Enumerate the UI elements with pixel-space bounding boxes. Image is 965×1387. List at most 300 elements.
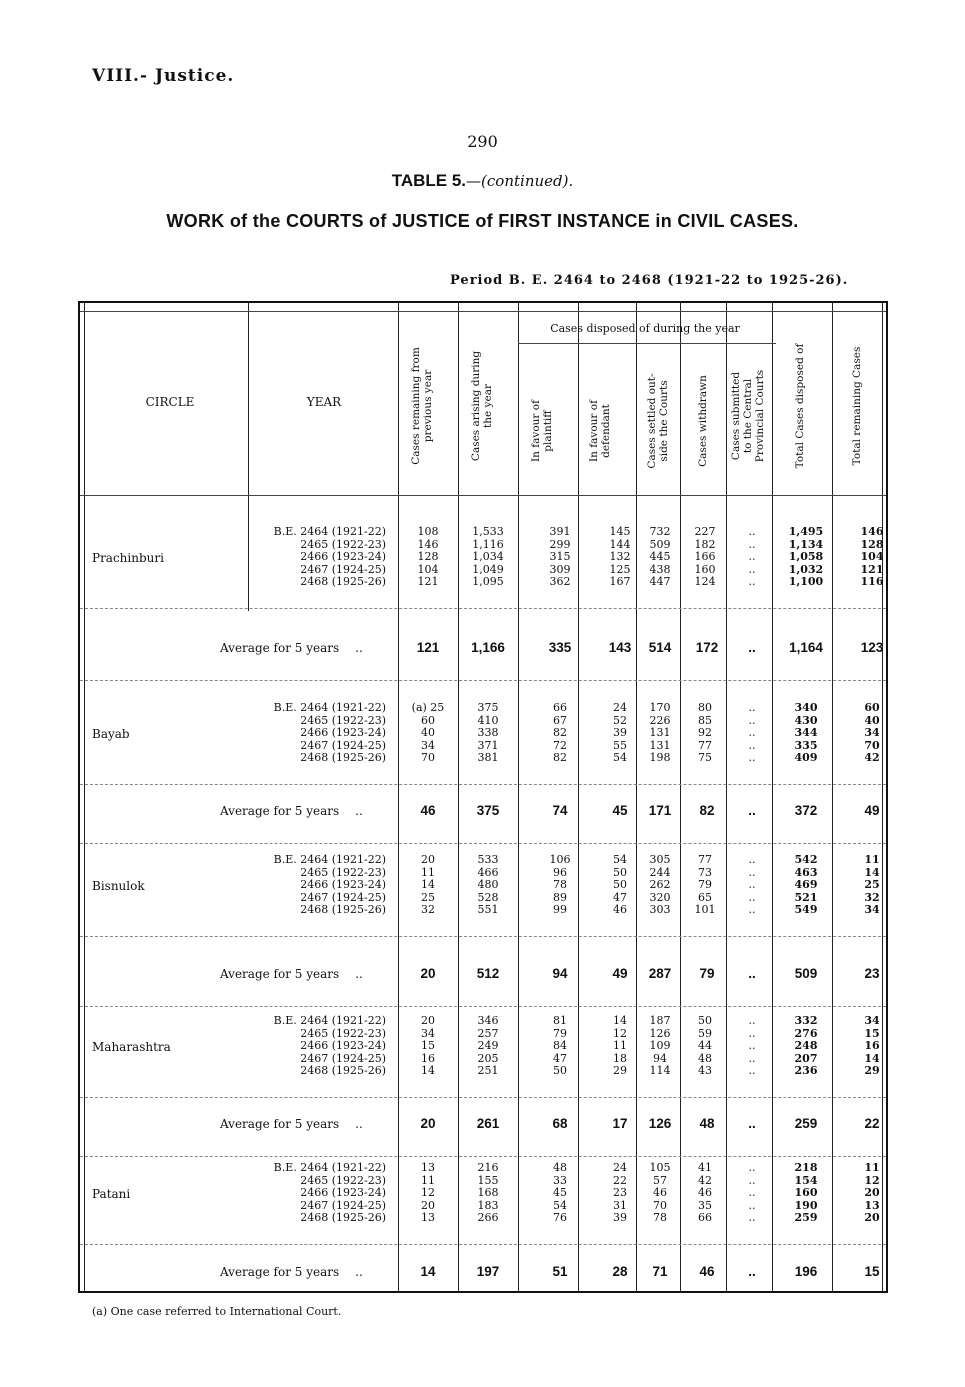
cell-settled: 438 <box>649 562 671 576</box>
circle-name: Bisnulok <box>92 879 145 893</box>
cell-total-remaining: 32 <box>864 890 880 904</box>
cell-withdrawn: 85 <box>698 713 712 727</box>
average-label <box>220 1265 363 1279</box>
cell-arising: 183 <box>477 1198 499 1212</box>
block-rule <box>80 608 886 609</box>
header-disposed-group: Cases disposed of during the year <box>550 322 740 335</box>
block-rule <box>80 680 886 681</box>
cell-withdrawn: 66 <box>698 1211 712 1224</box>
cell-remaining: 20 <box>421 1198 435 1212</box>
average-cell: 375 <box>476 803 500 818</box>
cell-total-remaining: 29 <box>864 1064 880 1077</box>
cell-remaining: 32 <box>421 903 435 916</box>
col-divider <box>518 303 519 1291</box>
average-label-dots: .. <box>355 804 363 818</box>
cell-settled: 262 <box>649 878 671 891</box>
cell-total-remaining: 20 <box>864 1211 880 1224</box>
header-line: Cases remaining from <box>410 347 422 465</box>
cell-defendant: 24 <box>613 701 627 714</box>
average-label <box>220 804 363 818</box>
year-cell: 2466 (1923-24) <box>300 878 386 891</box>
cell-withdrawn: 75 <box>698 751 712 764</box>
average-cell: 68 <box>552 1116 568 1131</box>
cell-total-disposed: 463 <box>794 865 818 879</box>
average-cell: 28 <box>612 1264 628 1279</box>
header-line: previous year <box>422 369 434 443</box>
header-settled <box>646 361 670 481</box>
cell-plaintiff: 106 <box>549 853 571 866</box>
header-line: In favour of <box>530 400 542 462</box>
cell-arising: 528 <box>477 890 499 904</box>
cell-total-disposed: 542 <box>794 853 818 866</box>
cell-plaintiff: 362 <box>549 575 571 588</box>
cell-plaintiff: 82 <box>553 726 567 739</box>
average-label <box>220 1117 363 1131</box>
average-cell: 49 <box>864 803 880 818</box>
cell-total-remaining: 13 <box>864 1198 880 1212</box>
cell-defendant: 39 <box>613 726 627 739</box>
cell-withdrawn: 124 <box>694 575 716 588</box>
table-title <box>0 171 965 191</box>
cell-total-disposed: 521 <box>794 890 818 904</box>
cell-remaining: 104 <box>417 562 439 576</box>
cell-plaintiff: 89 <box>553 890 567 904</box>
cell-settled: 70 <box>653 1198 667 1212</box>
cell-withdrawn: 92 <box>698 726 712 739</box>
cell-total-disposed: 259 <box>794 1211 818 1224</box>
year-cell: 2466 (1923-24) <box>300 726 386 739</box>
cell-settled: 114 <box>649 1064 671 1077</box>
header-line: Cases withdrawn <box>697 375 709 467</box>
year-cell: 2467 (1924-25) <box>300 1198 386 1212</box>
average-label-text: Average for 5 years <box>220 967 340 981</box>
header-line: side the Courts <box>658 380 670 462</box>
cell-arising: 375 <box>477 701 499 714</box>
cell-submitted: .. <box>748 550 756 563</box>
average-cell: 335 <box>548 640 572 655</box>
header-circle: CIRCLE <box>145 395 195 409</box>
header-total-remaining <box>851 331 863 481</box>
average-cell: 48 <box>699 1116 715 1131</box>
cell-plaintiff: 45 <box>553 1186 567 1199</box>
cell-total-disposed: 1,495 <box>788 525 824 538</box>
cell-arising: 346 <box>477 1014 499 1027</box>
year-cell: 2468 (1925-26) <box>300 1064 386 1077</box>
cell-defendant: 145 <box>609 525 631 538</box>
header-bottom-rule <box>80 495 886 496</box>
cell-total-disposed: 218 <box>794 1161 818 1174</box>
cell-remaining: 16 <box>421 1051 435 1065</box>
year-cell: 2465 (1922-23) <box>300 865 386 879</box>
cell-settled: 447 <box>649 575 671 588</box>
cell-total-remaining: 11 <box>864 1161 880 1174</box>
cell-plaintiff: 82 <box>553 751 567 764</box>
cell-plaintiff: 391 <box>549 525 571 538</box>
year-cell: 2465 (1922-23) <box>300 1173 386 1187</box>
average-cell: 82 <box>699 803 715 818</box>
cell-arising: 533 <box>477 853 499 866</box>
cell-remaining: 14 <box>421 1064 435 1077</box>
cell-plaintiff: 99 <box>553 903 567 916</box>
cell-total-disposed: 1,134 <box>788 537 824 551</box>
col-divider <box>832 303 833 1291</box>
cell-remaining: 128 <box>417 550 439 563</box>
cell-withdrawn: 101 <box>694 903 716 916</box>
cell-total-remaining: 14 <box>864 865 880 879</box>
average-cell: 171 <box>648 803 672 818</box>
cell-total-remaining: 42 <box>864 751 880 764</box>
header-defendant <box>588 381 612 481</box>
cell-arising: 1,049 <box>472 562 504 576</box>
cell-plaintiff: 48 <box>553 1161 567 1174</box>
block-rule <box>80 936 886 937</box>
cell-plaintiff: 84 <box>553 1039 567 1052</box>
cell-total-remaining: 121 <box>860 562 884 576</box>
cell-defendant: 54 <box>613 853 627 866</box>
cell-withdrawn: 166 <box>694 550 716 563</box>
cell-withdrawn: 43 <box>698 1064 712 1077</box>
header-line: Cases settled out- <box>646 373 658 469</box>
average-cell: 71 <box>652 1264 668 1279</box>
cell-total-disposed: 190 <box>794 1198 818 1212</box>
cell-total-disposed: 236 <box>794 1064 818 1077</box>
average-cell: 261 <box>476 1116 500 1131</box>
cell-plaintiff: 299 <box>549 537 571 551</box>
cell-defendant: 23 <box>613 1186 627 1199</box>
cell-withdrawn: 46 <box>698 1186 712 1199</box>
cell-settled: 732 <box>649 525 671 538</box>
cell-settled: 320 <box>649 890 671 904</box>
cell-plaintiff: 96 <box>553 865 567 879</box>
circle-name: Maharashtra <box>92 1040 171 1054</box>
cell-defendant: 39 <box>613 1211 627 1224</box>
cell-total-disposed: 1,100 <box>788 575 824 588</box>
average-cell: 45 <box>612 803 628 818</box>
cell-settled: 105 <box>649 1161 671 1174</box>
year-cell: 2466 (1923-24) <box>300 1039 386 1052</box>
cell-defendant: 125 <box>609 562 631 576</box>
cell-settled: 305 <box>649 853 671 866</box>
cell-remaining: 108 <box>417 525 439 538</box>
cell-arising: 480 <box>477 878 499 891</box>
average-cell: 51 <box>552 1264 568 1279</box>
header-total-disposed <box>794 331 806 481</box>
header-line: Provincial Courts <box>754 369 766 463</box>
cell-arising: 168 <box>477 1186 499 1199</box>
cell-settled: 46 <box>653 1186 667 1199</box>
year-cell: 2468 (1925-26) <box>300 575 386 588</box>
cell-plaintiff: 66 <box>553 701 567 714</box>
cell-arising: 1,034 <box>472 550 504 563</box>
cell-total-disposed: 549 <box>794 903 818 916</box>
average-cell: 22 <box>864 1116 880 1131</box>
cell-submitted: .. <box>748 865 756 879</box>
cell-total-remaining: 40 <box>864 713 880 727</box>
cell-total-remaining: 70 <box>864 738 880 752</box>
cell-total-remaining: 25 <box>864 878 880 891</box>
average-cell: 172 <box>695 640 719 655</box>
header-line: Cases arising during <box>470 350 482 462</box>
cell-defendant: 11 <box>613 1039 627 1052</box>
block-rule <box>80 784 886 785</box>
cell-defendant: 46 <box>613 903 627 916</box>
cell-withdrawn: 73 <box>698 865 712 879</box>
header-submitted <box>730 351 766 481</box>
cell-arising: 1,095 <box>472 575 504 588</box>
cell-submitted: .. <box>748 1186 756 1199</box>
cell-defendant: 29 <box>613 1064 627 1077</box>
cell-defendant: 54 <box>613 751 627 764</box>
cell-remaining: 25 <box>421 890 435 904</box>
year-cell: 2468 (1925-26) <box>300 903 386 916</box>
year-cell: B.E. 2464 (1921-22) <box>273 1014 386 1027</box>
average-cell: 46 <box>420 803 436 818</box>
cell-arising: 1,116 <box>472 537 504 551</box>
col-divider <box>772 303 773 1291</box>
average-cell: 94 <box>552 966 568 981</box>
col-divider <box>726 303 727 1291</box>
frame-inner-line <box>84 303 85 1291</box>
cell-remaining: 11 <box>421 865 435 879</box>
cell-arising: 1,533 <box>472 525 504 538</box>
header-withdrawn <box>697 361 709 481</box>
col-divider <box>636 303 637 1291</box>
cell-defendant: 144 <box>609 537 631 551</box>
year-cell: 2466 (1923-24) <box>300 1186 386 1199</box>
cell-total-remaining: 34 <box>864 1014 880 1027</box>
header-line: defendant <box>600 404 612 458</box>
cell-withdrawn: 79 <box>698 878 712 891</box>
block-rule <box>80 1006 886 1007</box>
cell-plaintiff: 76 <box>553 1211 567 1224</box>
cell-remaining: 20 <box>421 853 435 866</box>
cell-submitted: .. <box>748 1161 756 1174</box>
average-cell: 143 <box>608 640 632 655</box>
cell-defendant: 132 <box>609 550 631 563</box>
cell-submitted: .. <box>748 1026 756 1040</box>
col-divider <box>578 303 579 1291</box>
year-cell: B.E. 2464 (1921-22) <box>273 853 386 866</box>
cell-settled: 57 <box>653 1173 667 1187</box>
circle-name: Patani <box>92 1187 131 1201</box>
year-cell: B.E. 2464 (1921-22) <box>273 701 386 714</box>
average-cell: 14 <box>420 1264 436 1279</box>
block-rule <box>80 1244 886 1245</box>
year-cell: 2467 (1924-25) <box>300 562 386 576</box>
cell-total-disposed: 335 <box>794 738 818 752</box>
cell-withdrawn: 77 <box>698 738 712 752</box>
year-cell: 2465 (1922-23) <box>300 1026 386 1040</box>
block-rule <box>80 1097 886 1098</box>
cell-remaining: 13 <box>421 1161 435 1174</box>
cell-defendant: 24 <box>613 1161 627 1174</box>
cell-remaining: 11 <box>421 1173 435 1187</box>
cell-withdrawn: 77 <box>698 853 712 866</box>
cell-settled: 509 <box>649 537 671 551</box>
cell-plaintiff: 50 <box>553 1064 567 1077</box>
cell-total-disposed: 340 <box>794 701 818 714</box>
cell-plaintiff: 67 <box>553 713 567 727</box>
cell-total-disposed: 207 <box>794 1051 818 1065</box>
cell-submitted: .. <box>748 1039 756 1052</box>
cell-total-disposed: 276 <box>794 1026 818 1040</box>
average-cell: .. <box>748 1116 756 1131</box>
cell-submitted: .. <box>748 903 756 916</box>
cell-total-disposed: 160 <box>794 1186 818 1199</box>
cell-remaining: 70 <box>421 751 435 764</box>
cell-arising: 381 <box>477 751 499 764</box>
cell-settled: 303 <box>649 903 671 916</box>
cell-submitted: .. <box>748 1211 756 1224</box>
cell-withdrawn: 80 <box>698 701 712 714</box>
average-cell: 1,166 <box>471 640 505 655</box>
cell-total-disposed: 1,058 <box>788 550 824 563</box>
cell-total-remaining: 34 <box>864 726 880 739</box>
block-rule <box>80 1156 886 1157</box>
cell-plaintiff: 54 <box>553 1198 567 1212</box>
cell-defendant: 50 <box>613 878 627 891</box>
average-label-text: Average for 5 years <box>220 1117 340 1131</box>
cell-arising: 466 <box>477 865 499 879</box>
cell-plaintiff: 81 <box>553 1014 567 1027</box>
header-line: Total Cases disposed of <box>794 343 806 469</box>
page-number: 290 <box>467 132 498 151</box>
cell-total-disposed: 248 <box>794 1039 818 1052</box>
cell-settled: 94 <box>653 1051 667 1065</box>
cell-remaining: 14 <box>421 878 435 891</box>
average-cell: 123 <box>860 640 884 655</box>
average-cell: 287 <box>648 966 672 981</box>
cell-total-disposed: 469 <box>794 878 818 891</box>
cell-remaining: 146 <box>417 537 439 551</box>
cell-settled: 187 <box>649 1014 671 1027</box>
cell-plaintiff: 79 <box>553 1026 567 1040</box>
cell-arising: 266 <box>477 1211 499 1224</box>
average-label-text: Average for 5 years <box>220 1265 340 1279</box>
year-cell: B.E. 2464 (1921-22) <box>273 525 386 538</box>
cell-withdrawn: 59 <box>698 1026 712 1040</box>
cell-withdrawn: 35 <box>698 1198 712 1212</box>
cell-arising: 251 <box>477 1064 499 1077</box>
cell-settled: 198 <box>649 751 671 764</box>
cell-submitted: .. <box>748 751 756 764</box>
header-line: to the Central <box>742 378 754 454</box>
cell-settled: 126 <box>649 1026 671 1040</box>
header-line: In favour of <box>588 400 600 462</box>
cell-arising: 216 <box>477 1161 499 1174</box>
header-line: Cases submitted <box>730 371 742 461</box>
section-heading: VIII.- Justice. <box>92 66 235 86</box>
cell-withdrawn: 227 <box>694 525 716 538</box>
year-cell: 2467 (1924-25) <box>300 1051 386 1065</box>
average-label-dots: .. <box>355 967 363 981</box>
cell-submitted: .. <box>748 525 756 538</box>
average-label-text: Average for 5 years <box>220 804 340 818</box>
cell-remaining: 60 <box>421 713 435 727</box>
average-cell: 514 <box>648 640 672 655</box>
cell-total-disposed: 154 <box>794 1173 818 1187</box>
average-label <box>220 967 363 981</box>
cell-withdrawn: 182 <box>694 537 716 551</box>
cell-remaining: 34 <box>421 738 435 752</box>
average-label-dots: .. <box>355 641 363 655</box>
average-cell: .. <box>748 803 756 818</box>
year-cell: 2466 (1923-24) <box>300 550 386 563</box>
header-remaining-prev <box>410 331 434 481</box>
circle-name: Bayab <box>92 727 130 741</box>
circle-name: Prachinburi <box>92 551 164 565</box>
cell-arising: 205 <box>477 1051 499 1065</box>
table-title-text: TABLE 5. <box>391 171 467 190</box>
cell-total-remaining: 14 <box>864 1051 880 1065</box>
block-rule <box>80 843 886 844</box>
cell-submitted: .. <box>748 1051 756 1065</box>
col-divider <box>680 303 681 1291</box>
header-top-rule <box>80 311 886 312</box>
year-cell: 2465 (1922-23) <box>300 537 386 551</box>
cell-submitted: .. <box>748 1173 756 1187</box>
average-cell: 20 <box>420 966 436 981</box>
disposed-group-rule <box>518 343 776 344</box>
average-label-dots: .. <box>355 1265 363 1279</box>
average-cell: 46 <box>699 1264 715 1279</box>
header-plaintiff <box>530 381 554 481</box>
cell-settled: 170 <box>649 701 671 714</box>
cell-remaining: 20 <box>421 1014 435 1027</box>
cell-plaintiff: 72 <box>553 738 567 752</box>
average-cell: .. <box>748 640 756 655</box>
average-cell: 20 <box>420 1116 436 1131</box>
average-cell: 126 <box>648 1116 672 1131</box>
average-cell: 509 <box>794 966 818 981</box>
cell-submitted: .. <box>748 1198 756 1212</box>
cell-remaining: 121 <box>417 575 439 588</box>
work-title: WORK of the COURTS of JUSTICE of FIRST INSTANCE in CIVIL CASES. <box>166 211 799 231</box>
cell-submitted: .. <box>748 853 756 866</box>
cell-submitted: .. <box>748 575 756 588</box>
cell-total-remaining: 11 <box>864 853 880 866</box>
frame-inner-line <box>882 303 883 1291</box>
cell-defendant: 31 <box>613 1198 627 1212</box>
average-cell: 259 <box>794 1116 818 1131</box>
cell-withdrawn: 48 <box>698 1051 712 1065</box>
cell-total-disposed: 409 <box>794 751 818 764</box>
cell-arising: 249 <box>477 1039 499 1052</box>
cell-settled: 244 <box>649 865 671 879</box>
cell-arising: 257 <box>477 1026 499 1040</box>
average-cell: 17 <box>612 1116 628 1131</box>
cell-arising: 410 <box>477 713 499 727</box>
average-cell: 121 <box>416 640 440 655</box>
average-cell: 197 <box>476 1264 500 1279</box>
cell-remaining: 40 <box>421 726 435 739</box>
cell-defendant: 18 <box>613 1051 627 1065</box>
cell-settled: 109 <box>649 1039 671 1052</box>
cell-withdrawn: 160 <box>694 562 716 576</box>
cell-settled: 131 <box>649 726 671 739</box>
average-cell: 74 <box>552 803 568 818</box>
cell-remaining: 13 <box>421 1211 435 1224</box>
data-table <box>78 301 888 1293</box>
cell-total-disposed: 344 <box>794 726 818 739</box>
cell-submitted: .. <box>748 1064 756 1077</box>
cell-arising: 155 <box>477 1173 499 1187</box>
cell-arising: 338 <box>477 726 499 739</box>
average-cell: 49 <box>612 966 628 981</box>
cell-submitted: .. <box>748 701 756 714</box>
cell-total-remaining: 16 <box>864 1039 880 1052</box>
average-cell: 372 <box>794 803 818 818</box>
